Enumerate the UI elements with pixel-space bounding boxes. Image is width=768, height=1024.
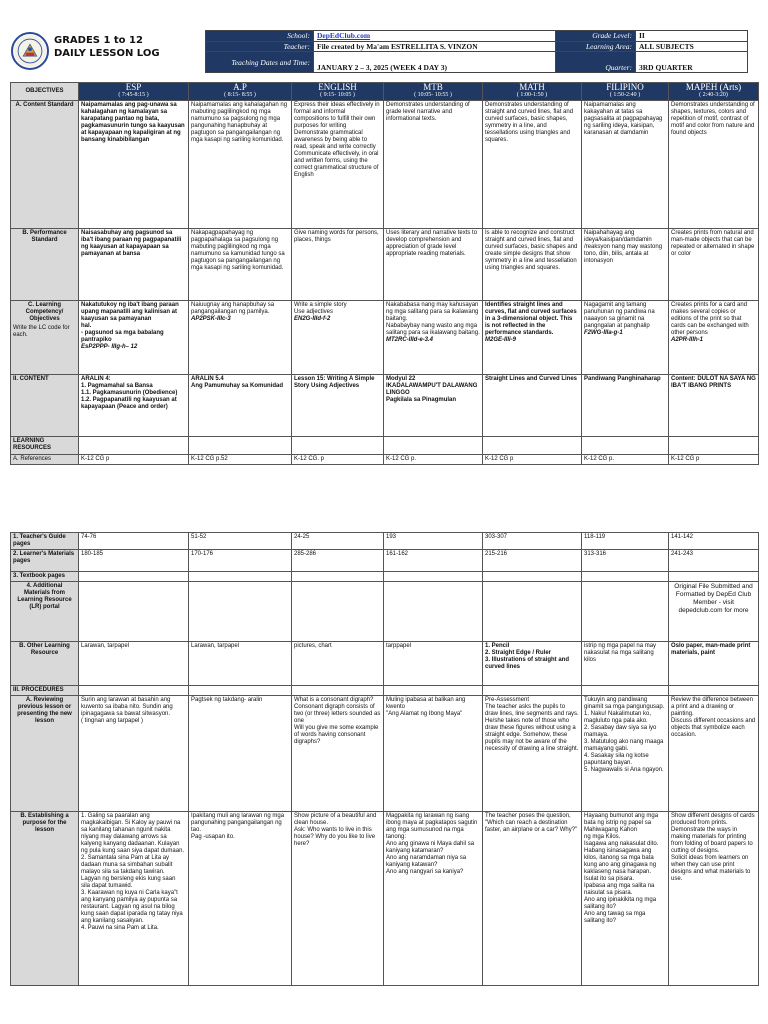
column-time: ( 10:05- 10:55 ) — [414, 92, 452, 98]
table-cell — [669, 301, 759, 375]
column-time: ( 9:15- 10:05 ) — [320, 92, 355, 98]
row-label: B. Establishing a purpose for the lesson — [11, 812, 79, 986]
lc-code: EN2G-IIId-f-2 — [294, 316, 331, 322]
procedures-row — [11, 686, 759, 696]
table-cell: Modyul 22 IKADALAWAMPU'T DALAWANG LINGGO Pagkilala sa Pinagmulan — [384, 375, 483, 437]
row-label: B. Other Learning Resource — [11, 642, 79, 686]
table-cell: Demonstrates understanding of shapes, textures, colors and repetition of motif, contrast of motif and color from nature and found objects — [669, 101, 759, 229]
column-name: A.P — [233, 82, 247, 92]
table-cell: Tukuyin ang pandiwang ginamit sa mga pangungusap. 1. Naku! Nakalimutan ko, magluluto nga pala ako. 2. Sasabay daw siya sa iyo mamaya. 3. Matutulog ako nang maaga mamayang gabi. 4. Sasakay sila ng kotse papuntang bayan. 5. Nagwawalis si Ana ngayon. — [582, 696, 669, 812]
table-cell — [384, 301, 483, 375]
table-cell: K-12 CG. p — [292, 455, 384, 465]
table-cell: 51-52 — [189, 533, 292, 550]
cell-text: Naiuugnay ang hanapbuhay sa pangangailangan ng pamilya. — [191, 302, 275, 315]
table-cell: ARALIN 5.4 Ang Pamumuhay sa Komunidad — [189, 375, 292, 437]
row-label — [11, 301, 79, 375]
table-cell: 1. Galing sa paaralan ang magkakaibigan. Si Kaloy ay pauwi na sa kanilang tahanan ngunit nakita niyang may dalawang arrows sa kalyeng kanyang dadaanan. Kulayan ng pula kung saan siya dapat dumaan. 2. Samantala sina Pam at Lita ay dadaan muna sa simbahan subalit malayo sila sa takdang tawiran. Lagyan ng bersleng ekis kung saan sila dapat tumawid. 3. Kaarawan ng kuya ni Carla kaya"t ang kanyang pamilya ay pupunta sa restaurant. Lagyan ng asul na bilog kung saan dapat iparada ng tatay niya ang kanilang sasakyan. 4. Pauwi na sina Pam at Lita. — [79, 812, 189, 986]
lc-code: M2GE-IIIi-9 — [485, 337, 517, 343]
row-label: II. CONTENT — [11, 375, 79, 437]
area-label: Learning Area: — [556, 41, 636, 52]
table-cell: 74-76 — [79, 533, 189, 550]
quarter-value: 3RD QUARTER — [636, 52, 748, 73]
table-cell: K-12 CG p.52 — [189, 455, 292, 465]
deped-seal-logo — [11, 32, 49, 70]
column-name: MAPEH (Arts) — [685, 82, 742, 92]
table-cell: Larawan, tarpapel — [189, 642, 292, 686]
row-label: A. References — [11, 455, 79, 465]
textbook-row — [11, 572, 759, 582]
table-cell: Demonstrates understanding of straight and curved lines, flat and curved surfaces, basic shapes, symmetry in a line, and tessellations using triangles and squares. — [483, 101, 582, 229]
references-row — [11, 455, 759, 465]
table-cell: tarppapel — [384, 642, 483, 686]
school-link[interactable]: DepEdClub.com — [317, 31, 371, 41]
table-cell — [292, 301, 384, 375]
teacher-label: Teacher: — [206, 41, 314, 52]
table-cell: Straight Lines and Curved Lines — [483, 375, 582, 437]
column-header — [582, 83, 669, 101]
resources-table — [10, 532, 759, 986]
table-cell: ARALIN 4: 1. Pagmamahal sa Bansa 1.1. Pagkamasunurin (Obedience) 1.2. Pagpapanatili ng kaayusan at kapayapaan (Peace and order) — [79, 375, 189, 437]
cell-text: Nagagamit ang tamang panuhunan ng pandiwa na naaayon sa ginamit na pangngalan at panghalip — [584, 302, 655, 329]
table-cell: Show picture of a beautiful and clean house. Ask: Who wants to live in this house? Why do you like to live here? — [292, 812, 384, 986]
document-title — [54, 34, 160, 60]
column-header — [292, 83, 384, 101]
column-time: ( 8:15- 8:55 ) — [224, 92, 256, 98]
grade-value: II — [636, 31, 748, 42]
teacher-value: File created by Ma'am ESTRELLITA S. VINZON — [314, 41, 556, 52]
table-cell: 215-216 — [483, 550, 582, 572]
column-name: ESP — [125, 82, 142, 92]
column-header — [669, 83, 759, 101]
table-cell: Content: DULOT NA SAYA NG IBA'T IBANG PRINTS — [669, 375, 759, 437]
table-cell: Magpakita ng larawan ng isang ibong maya at pagkatapos sagutin ang mga sumusunod na mga tanong: Ano ang ginawa ni Maya dahil sa kaniyang katamaran? Ano ang naramdaman niya sa kaniyang katawan? Ano ang nangyari sa kaniya? — [384, 812, 483, 986]
table-cell: 24-25 — [292, 533, 384, 550]
title-line-2: DAILY LESSON LOG — [54, 48, 160, 59]
table-cell: Review the difference between a print and a drawing or painting. Discuss different occasions and objects that symbolize each occasion. — [669, 696, 759, 812]
table-cell: Give naming words for persons, places, things — [292, 229, 384, 301]
table-cell: 241-243 — [669, 550, 759, 572]
table-cell: 193 — [384, 533, 483, 550]
teachers-guide-row — [11, 533, 759, 550]
table-cell: Naipamamalas ang pag-unawa sa kahalagahan ng kamalayan sa karapatang pantao ng bata, pagkamasunurin tungo sa kaayusan at kapayapaan ng kapaligiran at ng bansang kinabibilangan — [79, 101, 189, 229]
dates-label: Teaching Dates and Time: — [206, 52, 314, 73]
school-label: School: — [206, 31, 314, 42]
lc-code: F2WG-IIIa-g-1 — [584, 330, 623, 336]
lc-code: MT2RC-IIId-e-3.4 — [386, 337, 434, 343]
row-label: B. Performance Standard — [11, 229, 79, 301]
table-cell: istrip ng mga papel na may nakasulat na mga salitang kilos — [582, 642, 669, 686]
table-cell: Creates prints from natural and man-made objects that can be repeated or alternated in shape or color — [669, 229, 759, 301]
lc-code: AP2PSK-IIIc-3 — [191, 316, 231, 322]
table-cell: 170-176 — [189, 550, 292, 572]
row-label: LEARNING RESOURCES — [11, 437, 79, 455]
dates-value: JANUARY 2 – 3, 2025 (WEEK 4 DAY 3) — [314, 52, 556, 73]
purpose-row — [11, 812, 759, 986]
column-header — [189, 83, 292, 101]
table-cell: Pandiwang Panghinaharap — [582, 375, 669, 437]
row-label-text: C. Learning Competency/ Objectives — [25, 302, 64, 322]
table-cell: K-12 CG p — [669, 455, 759, 465]
table-cell: Naipahahayag ang ideya/kaisipan/damdamin /reaksyon nang may wastong tono, diin, bilis, antala at intonasyon — [582, 229, 669, 301]
row-label: A. Reviewing previous lesson or presenting the new lesson — [11, 696, 79, 812]
row-label: 1. Teacher's Guide pages — [11, 533, 79, 550]
table-cell: The teacher poses the question, "Which can reach a destination faster, an airplane or a car? Why?" — [483, 812, 582, 986]
table-cell: Uses literary and narrative texts to develop comprehension and appreciation of grade level appropriate reading materials. — [384, 229, 483, 301]
title-line-1: GRADES 1 to 12 — [54, 35, 143, 46]
row-label: III. PROCEDURES — [11, 686, 79, 696]
table-cell: Muling ipabasa at balikan ang kwento "Ang Alamat ng Ibong Maya" — [384, 696, 483, 812]
table-cell: Ipakitang muli ang larawan ng mga pangunahing pangangailangan ng tao. Pag -usapan ito. — [189, 812, 292, 986]
table-cell: Original File Submitted and Formatted by DepEd Club Member - visit depedclub.com for more — [669, 582, 759, 642]
table-cell: Is able to recognize and construct straight and curved lines, flat and curved surfaces, basic shapes and create simple designs that show symmetry in a line and tessellation using triangles and squares. — [483, 229, 582, 301]
table-cell: Larawan, tarpapel — [79, 642, 189, 686]
table-cell — [79, 301, 189, 375]
table-cell: Lesson 15: Writing A Simple Story Using Adjectives — [292, 375, 384, 437]
table-cell: 141-142 — [669, 533, 759, 550]
cell-text: Nakababasa nang may kahusayan ng mga salitang para sa ikalawang baitang. Nababaybay nang wasto ang mga salitang para sa ikalawang baitang. — [386, 302, 480, 336]
column-name: ENGLISH — [318, 82, 357, 92]
column-name: MTB — [423, 82, 443, 92]
table-cell: K-12 CG p — [79, 455, 189, 465]
table-cell: Nakapagpapahayag ng pagpapahalaga sa pagsulong ng mabuting paglilingkod ng mga namumuno sa kamunidad tungo sa pagtugon sa pangangailangan ng mga kasapi ng sariling komunidad. — [189, 229, 292, 301]
grade-label: Grade Level: — [556, 31, 636, 42]
table-cell: 118-119 — [582, 533, 669, 550]
lc-code: EsP2PPP- IIIg-h– 12 — [81, 344, 138, 350]
quarter-label: Quarter: — [556, 52, 636, 73]
table-cell: 161-162 — [384, 550, 483, 572]
learning-competency-row — [11, 301, 759, 375]
column-header — [79, 83, 189, 101]
table-cell: Surin ang larawan at basahin ang kuwento sa ibaba nito. Sundin ang ipinagagawa sa bawat sitwasyon. ( tingnan ang tarpapel ) — [79, 696, 189, 812]
cell-text: Identifies straight lines and curves, flat and curved surfaces in a 3-dimensional object. This is not reflected in the performance standards. — [485, 302, 577, 336]
content-standard-row — [11, 101, 759, 229]
objectives-label: OBJECTIVES — [11, 83, 79, 101]
school-value[interactable] — [314, 31, 556, 42]
table-cell: 1. Pencil 2. Straight Edge / Ruler 3. Illustrations of straight and curved lines — [483, 642, 582, 686]
table-cell: 285-286 — [292, 550, 384, 572]
column-header — [384, 83, 483, 101]
column-header — [483, 83, 582, 101]
objectives-table — [10, 82, 759, 465]
learners-materials-row — [11, 550, 759, 572]
table-cell: 303-307 — [483, 533, 582, 550]
table-cell: Hayaang bumunot ang mga bata ng istrip ng papel sa Mahiwagang Kahon ng mga Kilos. Isagawa ang nakasulat dito. Habang isinasagawa ang kilos, itanong sa mga bata kung ano ang ginagawa ng kaklaseng nasa harapan. Isulat ito sa pisara. Ipabasa ang mga salita na naisulat sa pisara. Ano ang ipinakikita ng mga salitang ito? Ano ang tawag sa mga salitang ito? — [582, 812, 669, 986]
row-label: 3. Textbook pages — [11, 572, 79, 582]
header-meta-table — [205, 30, 748, 73]
table-cell: K-12 CG p. — [384, 455, 483, 465]
table-cell: Demonstrates understanding of grade level narrative and informational texts. — [384, 101, 483, 229]
table-cell: Naipamamalas ang kakayahan at tatas sa pagsasalita at pagpapahayag ng sariling ideya, kaisipan, karanasan at damdamin — [582, 101, 669, 229]
table-cell: 180-185 — [79, 550, 189, 572]
table-cell: 313-316 — [582, 550, 669, 572]
table-cell — [582, 301, 669, 375]
table-cell: pictures, chart — [292, 642, 384, 686]
table-cell: Express their ideas effectively in formal and informal compositions to fulfill their own purposes for writing Demonstrate grammatical awareness by being able to read, speak and write correctly Communicate effectively, in oral and written forms, using the correct grammatical structure of English — [292, 101, 384, 229]
column-time: ( 7:45-8:15 ) — [118, 92, 149, 98]
cell-text: Nakatutukoy ng iba't ibang paraan upang mapanatili ang kalinisan at kaayusan sa pamayanan hal. - pagsunod sa mga babalang pantrapiko — [81, 302, 179, 343]
performance-standard-row — [11, 229, 759, 301]
reviewing-row — [11, 696, 759, 812]
area-value: ALL SUBJECTS — [636, 41, 748, 52]
table-cell: Naisasabuhay ang pagsunod sa iba't ibang paraan ng pagpapanatili ng kaayusan at kapayapaan sa pamayanan at bansa — [79, 229, 189, 301]
table-cell: K-12 CG p. — [582, 455, 669, 465]
table-cell: Pre-Assessment The teacher asks the pupils to draw lines, line segments and rays. He/she takes note of those who draw these figures without using a straight edge. Somehow, these pupils may not be aware of the necessity of drawing a line straight. — [483, 696, 582, 812]
lc-code: A2PR-IIIh-1 — [671, 337, 704, 343]
column-time: ( 1:00-1:50 ) — [516, 92, 548, 98]
learning-resources-row — [11, 437, 759, 455]
row-label: A. Content Standard — [11, 101, 79, 229]
table-cell: K-12 CG p — [483, 455, 582, 465]
cell-text: Write a simple story Use adjectives — [294, 302, 347, 315]
table-cell: Show different designs of cards produced from prints. Demonstrate the ways in making materials for printing from folding of board papers to cutting of designs. Solicit ideas from learners on when they can use print designs and what materials to use. — [669, 812, 759, 986]
table-cell: Oslo paper, man-made print materials, paint — [669, 642, 759, 686]
content-row — [11, 375, 759, 437]
row-label: 2. Learner's Materials pages — [11, 550, 79, 572]
table-cell: What is a consonant digraph? Consonant digraph consists of two (or three) letters sounded as one Will you give me some example of words having consonant digraphs? — [292, 696, 384, 812]
row-label-sub: Write the LC code for each. — [13, 325, 70, 338]
column-name: FILIPINO — [606, 82, 644, 92]
cell-text: Creates prints for a card and makes several copies or editions of the print so that cards can be exchanged with other persons — [671, 302, 749, 336]
other-resource-row — [11, 642, 759, 686]
additional-materials-row — [11, 582, 759, 642]
table-cell — [189, 301, 292, 375]
column-header-row — [11, 83, 759, 101]
table-cell — [483, 301, 582, 375]
table-cell: Naipamamalas ang kahalagahan ng mabuting paglilingkod ng mga namumuno sa pagsulong ng mga pangunahing hanapbuhay at pagtugon sa pangangailangan ng mga kasapi ng sariling komunidad. — [189, 101, 292, 229]
table-cell: Pagtsek ng takdang- aralin — [189, 696, 292, 812]
column-name: MATH — [519, 82, 545, 92]
column-time: ( 2:40-3:20) — [699, 92, 728, 98]
column-time: ( 1:50-2:40 ) — [609, 92, 641, 98]
row-label: 4. Additional Materials from Learning Resource (LR) portal — [11, 582, 79, 642]
